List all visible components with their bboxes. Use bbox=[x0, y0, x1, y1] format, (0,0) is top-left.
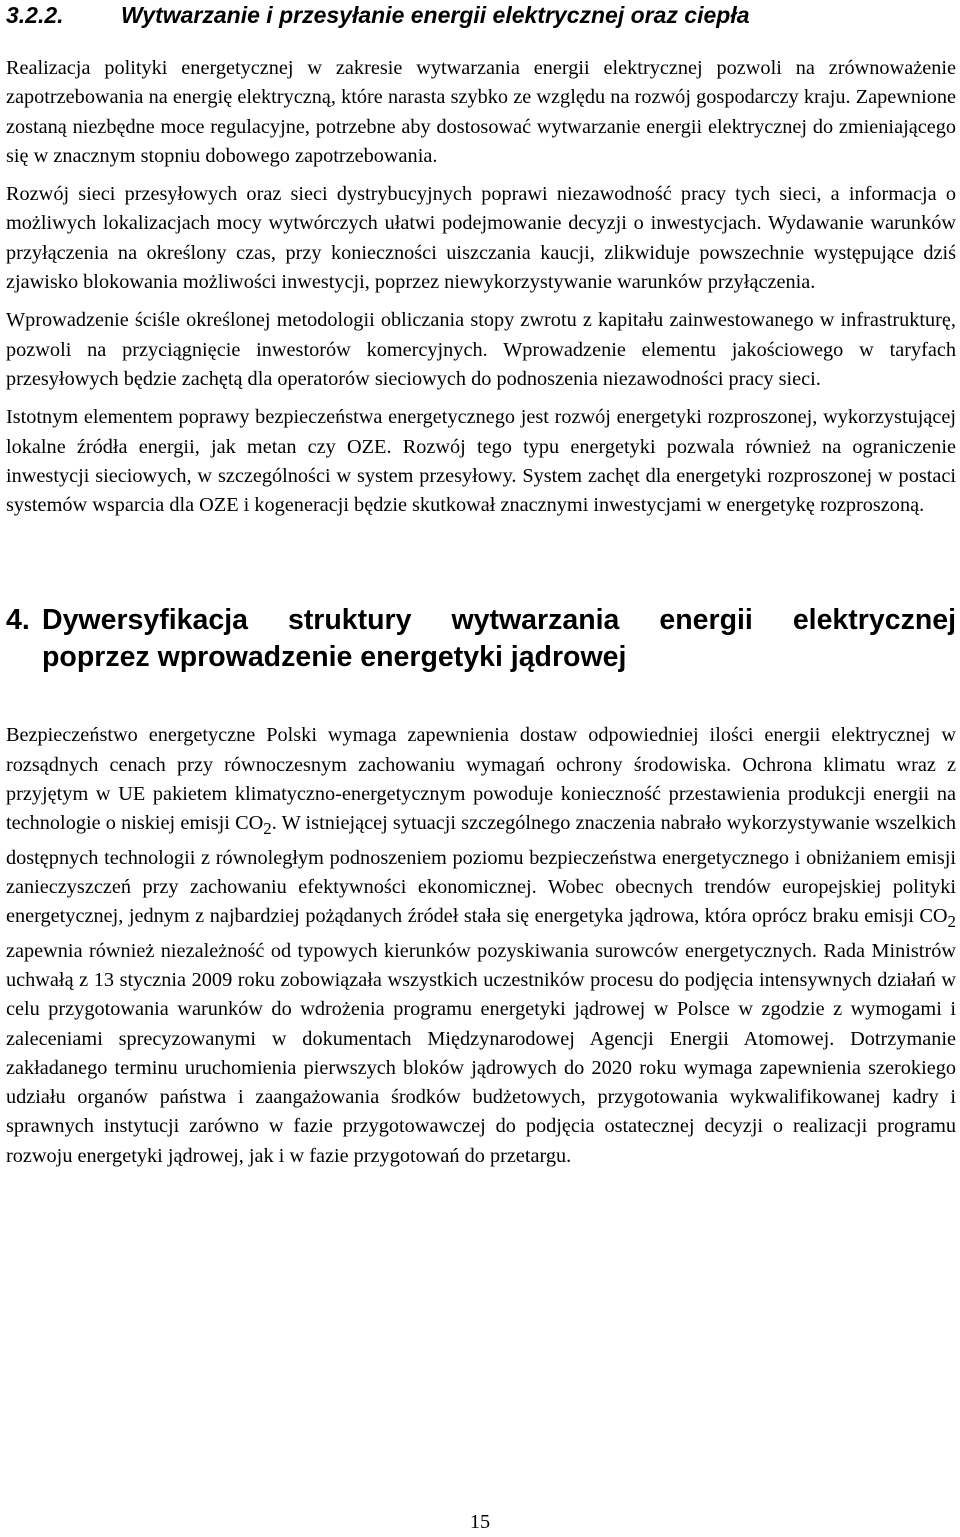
paragraph: Realizacja polityki energetycznej w zakresie wytwarzania energii elektrycznej pozwoli na zrównoważenie zapotrzebowania na energię elektryczną, które narasta szybko ze względu na rozwój gospodarczy kraju. Zapewnione zostaną niezbędne moce regulacyjne, potrzebne aby dostosować wytwarzanie energii elektrycznej do zmieniającego się w znacznym stopniu dobowego zapotrzebowania. bbox=[6, 57, 956, 167]
section-heading bbox=[6, 0, 956, 42]
chapter-heading bbox=[6, 602, 956, 676]
chapter-title-line-1: Dywersyfikacja struktury wytwarzania energii elektrycznej bbox=[42, 604, 956, 637]
chapter-title-line-2: poprzez wprowadzenie energetyki jądrowej bbox=[42, 641, 627, 674]
chapter-text-part-2: . W istniejącej sytuacji szczególnego znaczenia nabrało wykorzystywanie wszelkich dostępnych technologii z równoległym podnoszeniem poziomu bezpieczeństwa energetycznego i obniżaniem emisji zanieczyszczeń przy zachowaniu efektywności ekonomicznej. Wobec obecnych trendów europejskiej polityki energetycznej, jednym z najbardziej pożądanych źródeł stała się energetyka jądrowa, która oprócz braku emisji CO bbox=[6, 812, 956, 928]
chapter-title bbox=[42, 602, 956, 676]
document-page bbox=[6, 0, 956, 1180]
chapter-number: 4. bbox=[6, 604, 30, 637]
paragraph: Istotnym elementem poprawy bezpieczeństwa energetycznego jest rozwój energetyki rozproszonej, wykorzystującej lokalne źródła energii, jak metan czy OZE. Rozwój tego typu energetyki pozwala również na ograniczenie inwestycji sieciowych, w szczególności w system przesyłowy. System zachęt dla energetyki rozproszonej w postaci systemów wsparcia dla OZE i kogeneracji będzie skutkował znacznymi inwestycjami w energetykę rozproszoną. bbox=[6, 406, 956, 517]
paragraph: Wprowadzenie ściśle określonej metodologii obliczania stopy zwrotu z kapitału zainwestowanego w infrastrukturę, pozwoli na przyciągnięcie inwestorów komercyjnych. Wprowadzenie elementu jakościowego w taryfach przesyłowych będzie zachętą dla operatorów sieciowych do podnoszenia niezawodności pracy sieci. bbox=[6, 309, 956, 390]
chapter-text-part-1: Bezpieczeństwo energetyczne Polski wymaga zapewnienia dostaw odpowiedniej ilości energii elektrycznej w rozsądnych cenach przy równoczesnym zachowaniu wymagań ochrony środowiska. Ochrona klimatu wraz z przyjętym w UE pakietem klimatyczno-energetycznym powoduje konieczność przestawienia produkcji energii na technologie o niskiej emisji CO bbox=[6, 724, 956, 835]
chapter-text-part-3: zapewnia również niezależność od typowych kierunków pozyskiwania surowców energetycznych. Rada Ministrów uchwałą z 13 stycznia 2009 roku zobowiązała wszystkich uczestników procesu do podjęcia intensywnych działań w celu przygotowania warunków do wdrożenia programu energetyki jądrowej w Polsce w zgodzie z wymogami i zaleceniami sprecyzowanymi w dokumentach Międzynarodowej Agencji Energii Atomowej. Dotrzymanie zakładanego terminu uruchomienia pierwszych bloków jądrowych do 2020 roku wymaga zapewnienia szerokiego udziału organów państwa i zaangażowania środków budżetowych, przygotowania wykwalifikowanej kadry i sprawnych instytucji zarówno w fazie przygotowawczej do podjęcia ostatecznej decyzji o realizacji programu rozwoju energetyki jądrowej, jak i w fazie przygotowań do przetargu. bbox=[6, 939, 956, 1167]
section-number: 3.2.2. bbox=[6, 2, 64, 28]
paragraph: Rozwój sieci przesyłowych oraz sieci dystrybucyjnych poprawi niezawodność pracy tych sieci, a informacja o możliwych lokalizacjach mocy wytwórczych ułatwi podejmowanie decyzji o inwestycjach. Wydawanie warunków przyłączenia na określony czas, przy konieczności uiszczania kaucji, zlikwiduje powszechnie występujące dziś zjawisko blokowania możliwości inwestycji, poprzez niewykorzystywanie warunków przyłączenia. bbox=[6, 183, 956, 294]
co2-subscript: 2 bbox=[947, 912, 956, 932]
page-number: 15 bbox=[469, 1511, 491, 1533]
section-title: Wytwarzanie i przesyłanie energii elektrycznej oraz ciepła bbox=[121, 2, 750, 28]
chapter-paragraph bbox=[6, 721, 956, 1171]
co2-subscript: 2 bbox=[263, 819, 272, 839]
